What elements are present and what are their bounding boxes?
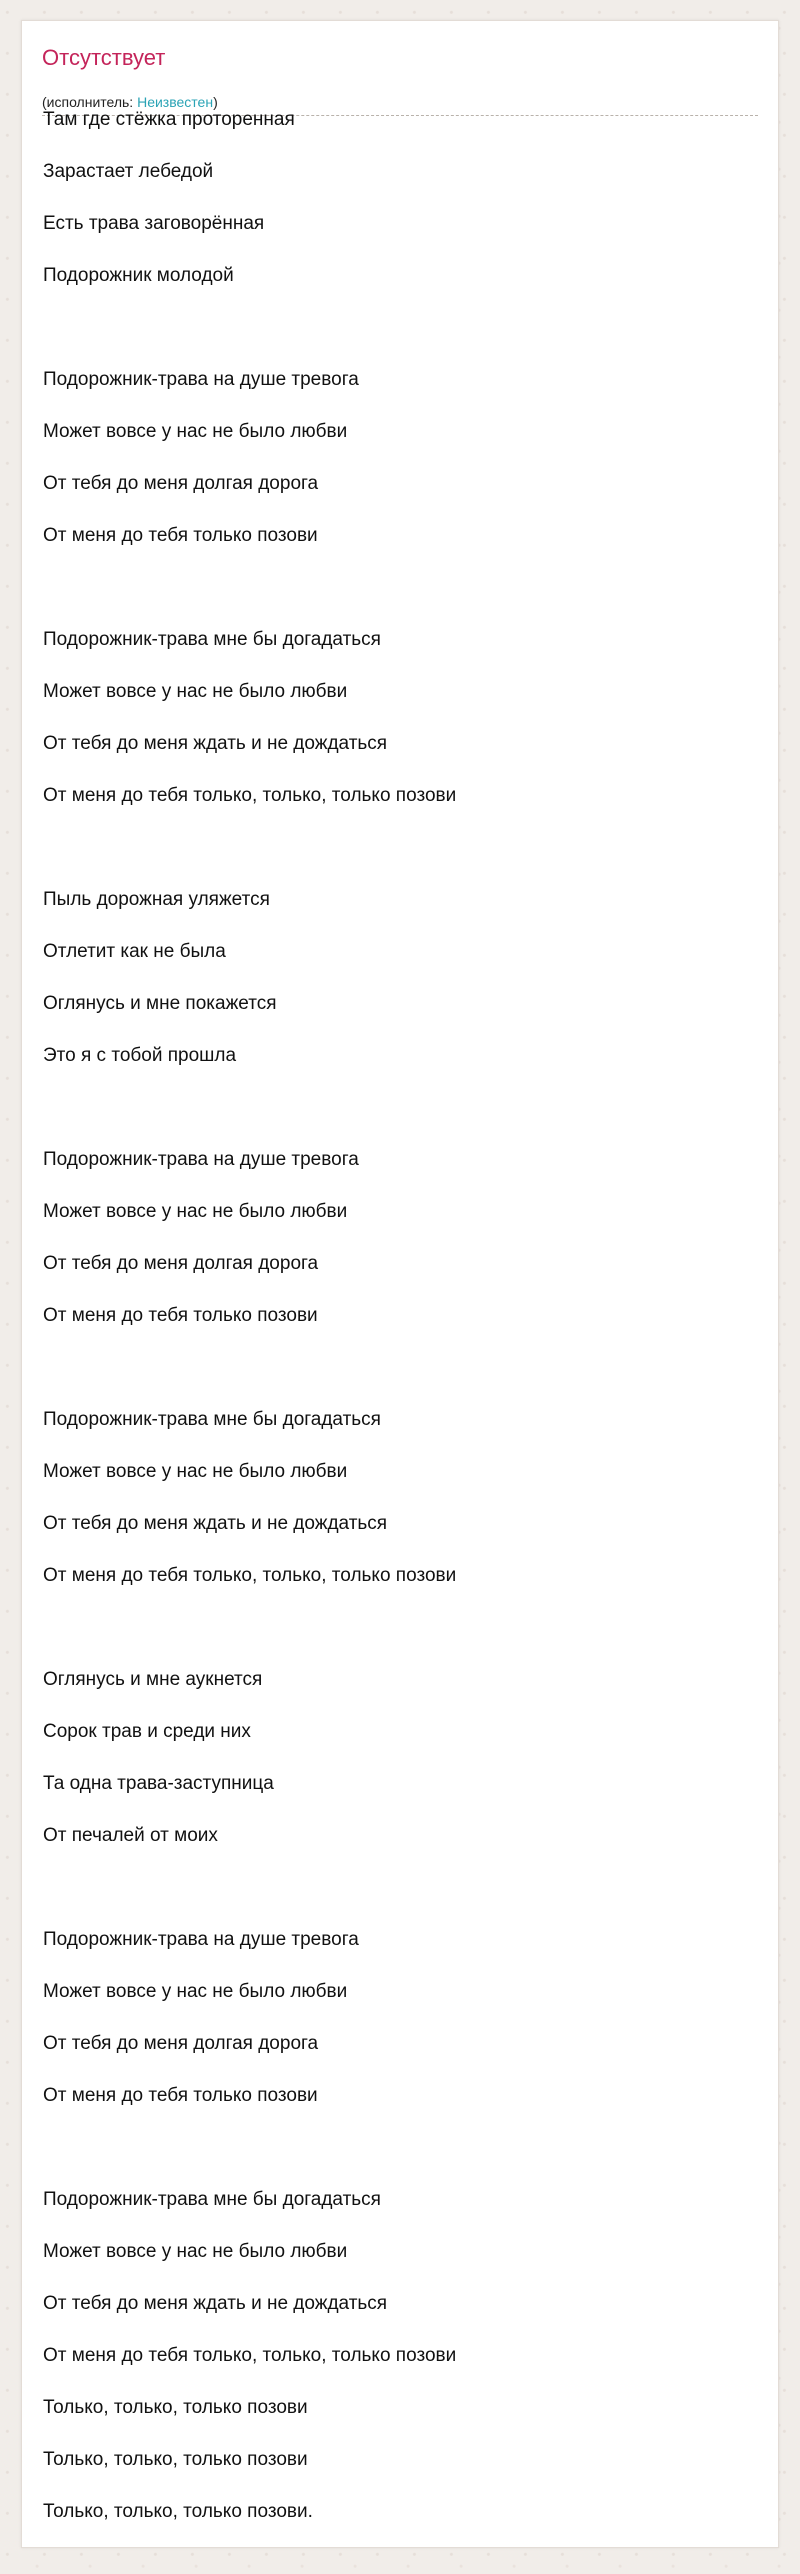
lyric-line: Подорожник-трава на душе тревога xyxy=(43,1149,359,1170)
lyric-line: Может вовсе у нас не было любви xyxy=(43,1461,348,1482)
lyric-line: Пыль дорожная уляжется xyxy=(43,889,270,910)
lyric-line: Подорожник-трава мне бы догадаться xyxy=(43,2189,381,2210)
lyric-line: Есть трава заговорённая xyxy=(43,213,265,234)
lyric-line: От меня до тебя только позови xyxy=(43,525,318,546)
lyric-line: Подорожник-трава мне бы догадаться xyxy=(43,1409,381,1430)
lyric-line: От меня до тебя только позови xyxy=(43,1305,318,1326)
lyric-line: От тебя до меня долгая дорога xyxy=(43,473,319,494)
lyric-line: От меня до тебя только, только, только позови xyxy=(43,2345,457,2366)
song-title: Отсутствует xyxy=(42,45,166,70)
lyric-line: Отлетит как не была xyxy=(43,941,226,962)
lyric-line: От меня до тебя только, только, только позови xyxy=(43,785,457,806)
lyric-line: Это я с тобой прошла xyxy=(43,1045,237,1066)
lyric-line: От меня до тебя только, только, только позови xyxy=(43,1565,457,1586)
artist-prefix: (исполнитель: xyxy=(42,94,138,110)
lyric-line: Подорожник-трава мне бы догадаться xyxy=(43,629,381,650)
lyric-line: От тебя до меня долгая дорога xyxy=(43,1253,319,1274)
lyric-line: Та одна трава-заступница xyxy=(43,1773,274,1794)
lyric-line: От меня до тебя только позови xyxy=(43,2085,318,2106)
lyric-line: От тебя до меня ждать и не дождаться xyxy=(43,733,388,754)
lyric-line: Оглянусь и мне покажется xyxy=(43,993,277,1014)
lyric-line: Может вовсе у нас не было любви xyxy=(43,681,348,702)
lyric-line: Оглянусь и мне аукнется xyxy=(43,1669,263,1690)
lyric-line: Зарастает лебедой xyxy=(43,161,214,182)
lyric-line: Подорожник-трава на душе тревога xyxy=(43,369,359,390)
lyric-line: Подорожник молодой xyxy=(43,265,234,286)
lyric-line: От тебя до меня ждать и не дождаться xyxy=(43,2293,388,2314)
lyric-line: От тебя до меня долгая дорога xyxy=(43,2033,319,2054)
lyric-line: Может вовсе у нас не было любви xyxy=(43,1981,348,2002)
lyric-line: От печалей от моих xyxy=(43,1825,218,1846)
lyric-line: Может вовсе у нас не было любви xyxy=(43,2241,348,2262)
lyric-line: Только, только, только позови. xyxy=(43,2501,313,2522)
lyric-line: Может вовсе у нас не было любви xyxy=(43,1201,348,1222)
lyric-line: Там где стёжка проторенная xyxy=(43,109,295,130)
lyric-line: Только, только, только позови xyxy=(43,2449,308,2470)
lyrics-card xyxy=(21,20,779,2548)
lyric-line: Подорожник-трава на душе тревога xyxy=(43,1929,359,1950)
lyric-line: Только, только, только позови xyxy=(43,2397,308,2418)
artist-suffix: ) xyxy=(213,94,218,110)
artist-link[interactable]: Неизвестен xyxy=(137,94,214,110)
lyric-line: Сорок трав и среди них xyxy=(43,1721,251,1742)
lyric-line: Может вовсе у нас не было любви xyxy=(43,421,348,442)
lyric-line: От тебя до меня ждать и не дождаться xyxy=(43,1513,388,1534)
